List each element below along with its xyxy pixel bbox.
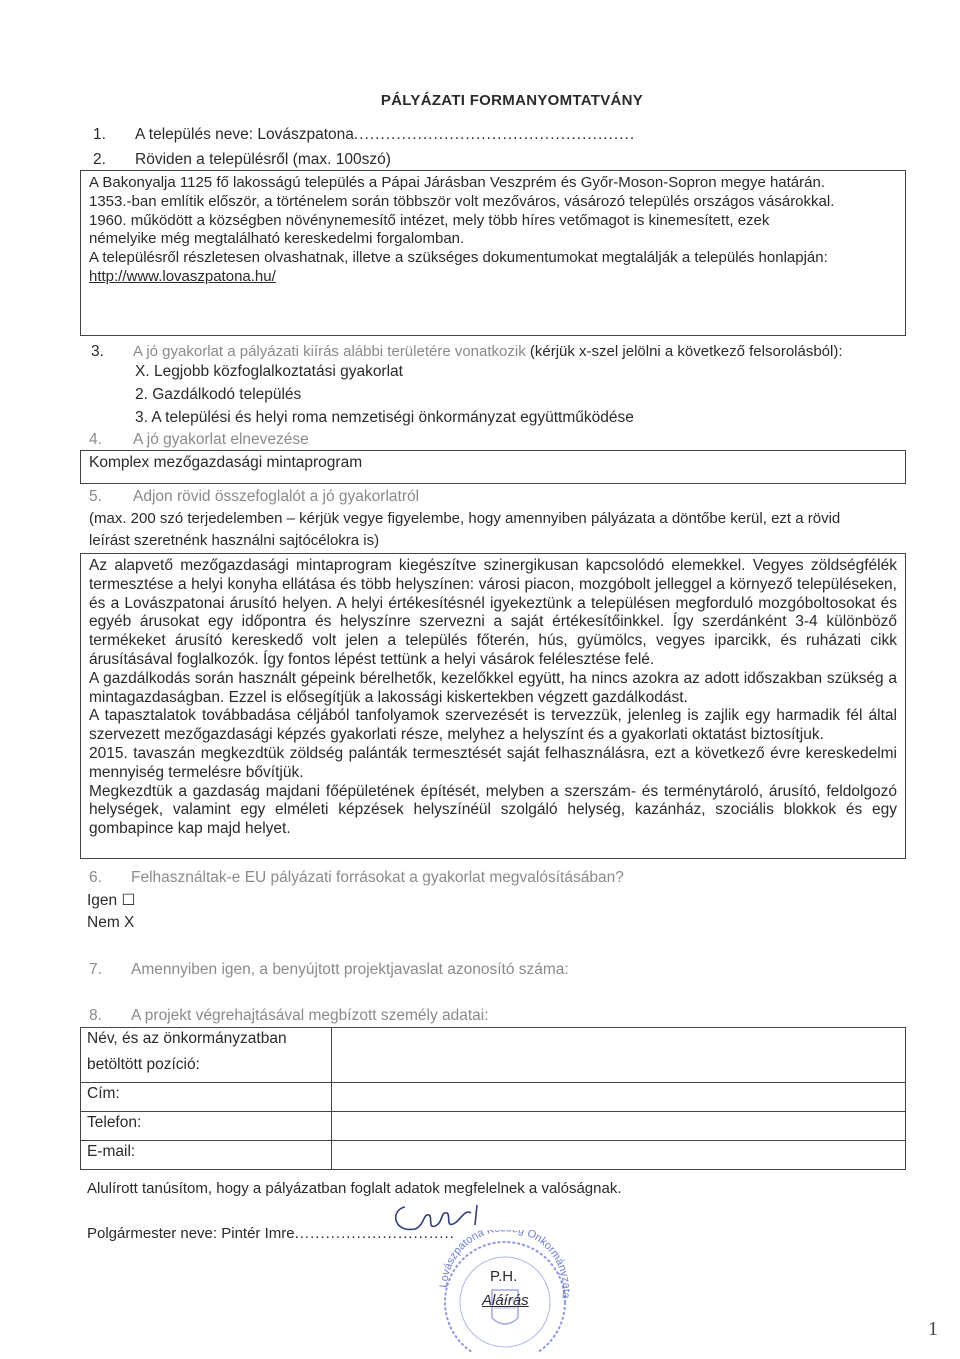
page-title: PÁLYÁZATI FORMANYOMTATVÁNY	[380, 92, 644, 109]
q5-number: 5.	[89, 488, 102, 505]
q6-yes-option: Igen ☐	[87, 892, 136, 909]
q5-paragraph-1: Az alapvető mezőgazdasági mintaprogram kiegészítve szinergikusan kapcsolódó elemekkel. Vegyes zöldségfélék termesztése a helyi konyha ellátása és több helyszínen: városi piacon, mozgóbolt jelleggel a környező településeken, és a Lovászpatonai árusító helyen. A helyi értékesítésnél igyekeztünk a településen megforduló mozgóboltosokat és egyéb árusokat egy időpontra és helyszínre szervezni a saját értékesítőinkkel. Így szerdánként 3-4 különböző termékeket árusító kereskedő volt jelen a település főterén, hús, gyümölcs, vegyes iparcikk, és ruházati cikk árusításával foglalkozók. Így fontos lépést tettünk a helyi vásárok felélesztése felé.	[89, 557, 897, 668]
q3-label-grey: A jó gyakorlat a pályázati kiírás alábbi területére vonatkozik	[133, 343, 526, 360]
q2-line-1: A Bakonyalja 1125 fő lakosságú település a Pápai Járásban Veszprém és Győr-Moson-Sopron megye határán.	[89, 174, 825, 191]
q8-number: 8.	[89, 1007, 102, 1024]
signature-label: Aláírás	[482, 1292, 529, 1309]
ph-label: P.H.	[490, 1268, 518, 1285]
mayor-dots: ...............................	[294, 1225, 455, 1242]
q5-paragraph-2: A gazdálkodás során használt gépeink bérelhetők, kezelőkkel együtt, ha nincs azokra az adott időszakban szükség a mintagazdaságban. Ezzel is elősegítjük a lakossági kiskertekben végzett gazdálkodást.	[89, 669, 897, 706]
q3-option-3: 3. A települési és helyi roma nemzetiségi önkormányzat együttműködése	[135, 409, 634, 426]
q2-line-2: 1353.-ban említik először, a történelem során többször volt mezőváros, vásározó település országos vásárokkal.	[89, 192, 835, 210]
declaration-text: Alulírott tanúsítom, hogy a pályázatban foglalt adatok megfelelnek a valóságnak.	[87, 1180, 622, 1197]
q2-number: 2.	[93, 151, 106, 168]
contact-email-value	[332, 1141, 906, 1170]
q1-label: A település neve: Lovászpatona	[135, 126, 354, 143]
q8-label: A projekt végrehajtásával megbízott személy adatai:	[131, 1007, 489, 1024]
contact-email-label: E-mail:	[81, 1141, 332, 1170]
svg-text:Lovászpatona Község Önkormányz: Lovászpatona K g Önkormányzata	[437, 1230, 573, 1300]
q1-number: 1.	[93, 126, 106, 143]
contact-name-value	[332, 1028, 906, 1083]
q3-label	[133, 343, 843, 360]
contact-phone-label: Telefon:	[81, 1112, 332, 1141]
q2-line-3: 1960. működött a községben növénynemesítő intézet, mely több híres vetőmagot is kinemesített, ezek	[89, 211, 770, 229]
contact-phone-value	[332, 1112, 906, 1141]
q1-row	[135, 126, 635, 144]
q2-label: Röviden a településről (max. 100szó)	[135, 151, 391, 168]
mayor-label: Polgármester neve: Pintér Imre	[87, 1225, 295, 1242]
q5-answer-box	[80, 553, 906, 859]
q3-option-2: 2. Gazdálkodó település	[135, 386, 302, 403]
q5-note-2: leírást szeretnénk használni sajtócélokra is)	[89, 532, 380, 549]
page-number: 1	[928, 1318, 938, 1340]
contact-row-address	[81, 1083, 906, 1112]
contact-name-label-line-2: betöltött pozíció:	[87, 1056, 200, 1073]
q4-label: A jó gyakorlat elnevezése	[133, 431, 309, 448]
q2-line-5: A településről részletesen olvashatnak, illetve a szükséges dokumentumokat megtalálják a település honlapján:	[89, 249, 828, 267]
q2-answer-box	[80, 170, 906, 336]
q5-paragraph-4: 2015. tavaszán megkezdtük zöldség palánták termesztését saját felhasználásra, ezt a következő évre kereskedelmi mennyiség termelésre bővítjük.	[89, 744, 897, 781]
contact-address-value	[332, 1083, 906, 1112]
stamp-seal-graphic	[430, 1230, 580, 1352]
contact-name-label-line-1: Név, és az önkormányzatban	[87, 1030, 287, 1047]
q5-paragraph-3: A tapasztalatok továbbadása céljából tanfolyamok szervezését is tervezzük, jelenleg is zajlik egy harmadik fél által szervezett mezőgazdasági képzés gyakorlati része, melyhez a helyszínt és a gyakorlati oktatást biztosítjuk.	[89, 707, 897, 744]
q6-number: 6.	[89, 869, 102, 886]
q6-label: Felhasználtak-e EU pályázati forrásokat a gyakorlat megvalósításában?	[131, 869, 624, 886]
q6-no-option: Nem X	[87, 914, 135, 931]
q4-number: 4.	[89, 431, 102, 448]
contact-table	[80, 1027, 906, 1170]
q1-dots: .....................................................	[353, 126, 636, 143]
contact-row-email	[81, 1141, 906, 1170]
contact-address-label: Cím:	[81, 1083, 332, 1112]
q2-url: http://www.lovaszpatona.hu/	[89, 267, 276, 285]
contact-row-phone	[81, 1112, 906, 1141]
q5-label: Adjon rövid összefoglalót a jó gyakorlatról	[133, 488, 420, 505]
q5-paragraph-5: Megkezdtük a gazdaság majdani főépületének építését, melyben a szerszám- és terménytároló, árusító, feldolgozó helységek, valamint egy elméleti képzések helyszínéül szolgáló helység, kazánház, szociális blokkok és egy gombapince kap majd helyet.	[89, 782, 897, 838]
contact-name-label	[81, 1028, 332, 1083]
q4-answer-box	[80, 450, 906, 484]
q3-label-rest: (kérjük x-szel jelölni a következő felsorolásból):	[525, 343, 843, 360]
contact-row-name	[81, 1028, 906, 1083]
official-stamp	[430, 1230, 580, 1352]
q7-label: Amennyiben igen, a benyújtott projektjavaslat azonosító száma:	[131, 961, 569, 978]
q3-option-1: X. Legjobb közfoglalkoztatási gyakorlat	[135, 363, 403, 380]
q5-note-1: (max. 200 szó terjedelemben – kérjük vegye figyelembe, hogy amennyiben pályázata a döntőbe kerül, ezt a rövid	[89, 510, 841, 527]
q7-number: 7.	[89, 961, 102, 978]
q2-line-4: némelyike még megtalálható kereskedelmi forgalomban.	[89, 230, 465, 248]
q4-value: Komplex mezőgazdasági mintaprogram	[89, 454, 363, 471]
q3-number: 3.	[91, 343, 104, 360]
